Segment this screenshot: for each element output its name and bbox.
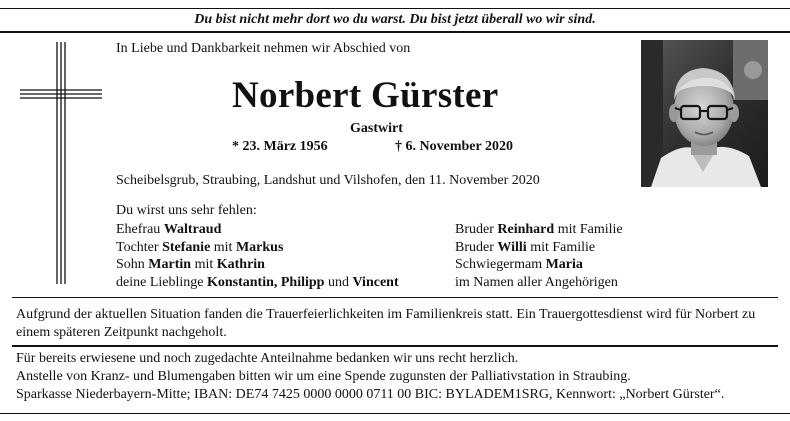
- death-date: † 6. November 2020: [395, 139, 513, 154]
- motto-underline: [0, 31, 790, 33]
- relative-text: Bruder: [455, 222, 498, 237]
- cross-icon: [16, 38, 106, 288]
- relative-name: Vincent: [352, 274, 399, 290]
- relative-line: [455, 239, 623, 257]
- relative-text: Sohn: [116, 257, 149, 272]
- relative-line: [116, 221, 399, 239]
- section-rule: [12, 297, 778, 298]
- relative-name: Stefanie: [162, 239, 211, 255]
- motto-text: Du bist nicht mehr dort wo du warst. Du bist jetzt überall wo wir sind.: [194, 12, 596, 27]
- relative-text: deine Lieblinge: [116, 274, 207, 290]
- place-and-date: Scheibelsgrub, Straubing, Landshut und Vilshofen, den 11. November 2020: [116, 173, 540, 188]
- relative-text: im Namen aller Angehörigen: [455, 274, 618, 290]
- intro-text: In Liebe und Dankbarkeit nehmen wir Abschied von: [116, 41, 411, 56]
- relatives-right-list: [455, 221, 623, 291]
- relative-text: mit Familie: [554, 222, 623, 237]
- missing-line: Du wirst uns sehr fehlen:: [116, 203, 257, 218]
- relative-name: Kathrin: [216, 257, 265, 272]
- relative-line: [455, 256, 623, 274]
- relative-text: Bruder: [455, 239, 498, 255]
- bottom-rule: [0, 413, 790, 414]
- situation-paragraph: Aufgrund der aktuellen Situation fanden die Trauerfeierlichkeiten im Familienkreis statt. Ein Trauergottesdienst wird für Norbert zu einem späteren Zeitpunkt nachgeholt.: [16, 307, 756, 340]
- portrait-image: [641, 40, 768, 187]
- relative-line: [455, 221, 623, 239]
- relative-text: Ehefrau: [116, 222, 164, 237]
- relative-text: mit Familie: [526, 239, 596, 255]
- relative-line: [116, 256, 399, 274]
- portrait-photo: [641, 40, 768, 187]
- relative-name: Willi: [497, 239, 527, 255]
- relative-name: Konstantin, Philipp: [206, 274, 325, 290]
- relative-text: mit: [191, 257, 217, 272]
- relatives-left-list: [116, 221, 399, 291]
- relative-line: [455, 274, 623, 292]
- thanks-block: [16, 350, 724, 404]
- relative-name: Maria: [545, 257, 583, 272]
- thanks-line-3: Sparkasse Niederbayern-Mitte; IBAN: DE74 7425 0000 0000 0711 00 BIC: BYLADEM1SRG, Kennwort: „Norbert Gürster“.: [16, 387, 725, 402]
- birth-date: * 23. März 1956: [232, 139, 328, 154]
- relative-name: Reinhard: [497, 222, 555, 237]
- deceased-name: Norbert Gürster: [232, 75, 499, 116]
- relative-text: und: [324, 274, 353, 290]
- relative-name: Markus: [235, 239, 284, 255]
- profession: Gastwirt: [350, 121, 403, 136]
- top-rule: [0, 8, 790, 9]
- thanks-line-2: Anstelle von Kranz- und Blumengaben bitten wir um eine Spende zugunsten der Palliativstation in Straubing.: [16, 369, 631, 384]
- relative-line: [116, 274, 399, 292]
- relative-text: Tochter: [116, 239, 163, 255]
- relative-text: mit: [210, 239, 236, 255]
- thanks-line-1: Für bereits erwiesene und noch zugedachte Anteilnahme bedanken wir uns recht herzlich.: [16, 351, 519, 366]
- relative-line: [116, 239, 399, 257]
- thanks-rule: [12, 345, 778, 347]
- relative-name: Waltraud: [163, 222, 222, 237]
- relative-name: Martin: [148, 257, 192, 272]
- relative-text: Schwiegermam: [455, 257, 546, 272]
